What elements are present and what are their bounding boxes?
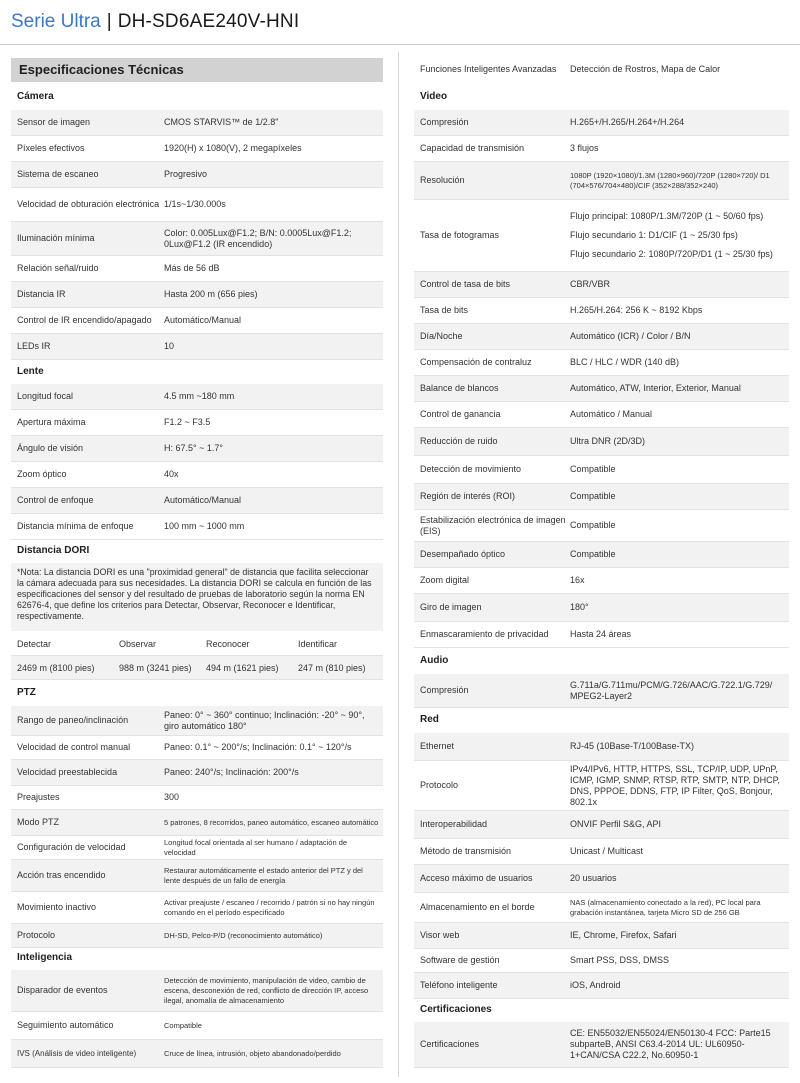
spec-label: Compresión xyxy=(420,117,469,127)
spec-value: H.265/H.264: 256 K ~ 8192 Kbps xyxy=(570,305,703,315)
spec-label: Giro de imagen xyxy=(420,602,482,612)
spec-label: Software de gestión xyxy=(420,955,500,965)
spec-label: Relación señal/ruido xyxy=(17,263,99,273)
spec-label: Certificaciones xyxy=(420,1039,480,1049)
spec-label: Control de IR encendido/apagado xyxy=(17,315,152,325)
spec-value: 40x xyxy=(164,469,179,479)
spec-value: F1.2 ~ F3.5 xyxy=(164,417,211,427)
spec-row xyxy=(414,484,789,510)
dori-header-identify: Identificar xyxy=(298,638,338,649)
spec-row xyxy=(11,760,383,786)
spec-value: 10 xyxy=(164,341,175,351)
column-divider xyxy=(398,52,399,1077)
spec-value: 1080P (1920×1080)/1.3M (1280×960)/720P (1280×720)/ D1 (704×576/704×480)/CIF (352×288/352×240) xyxy=(570,170,770,190)
spec-label: Ángulo de visión xyxy=(17,443,84,453)
spec-row xyxy=(11,110,383,136)
spec-label: Día/Noche xyxy=(420,331,463,341)
dori-header-detect: Detectar xyxy=(17,638,52,649)
fps-sub-stream-2: Flujo secundario 2: 1080P/720P/D1 (1 ~ 25/30 fps) xyxy=(570,249,773,259)
spec-row xyxy=(11,282,383,308)
spec-value: Restaurar automáticamente el estado anterior del PTZ y del lente después de un fallo de energía xyxy=(164,865,363,885)
spec-value: Longitud focal orientada al ser humano / adaptación de velocidad xyxy=(164,837,348,857)
section-camera: Cámera xyxy=(17,91,54,102)
spec-value: 180° xyxy=(570,602,589,612)
spec-label: Iluminación mínima xyxy=(17,233,95,243)
spec-row xyxy=(11,384,383,410)
spec-label: Compresión xyxy=(420,685,469,695)
spec-row xyxy=(11,188,383,222)
spec-label: Sensor de imagen xyxy=(17,117,91,127)
spec-label: Modo PTZ xyxy=(17,817,60,827)
section-audio: Audio xyxy=(420,655,449,666)
spec-value: IE, Chrome, Firefox, Safari xyxy=(570,930,677,940)
spec-value: CBR/VBR xyxy=(570,279,611,289)
spec-row xyxy=(414,542,789,568)
spec-value: 16x xyxy=(570,575,585,585)
spec-label: LEDs IR xyxy=(17,341,51,351)
section-intelligence: Inteligencia xyxy=(17,952,73,963)
spec-row xyxy=(414,324,789,350)
spec-label: Protocolo xyxy=(420,780,459,790)
spec-row xyxy=(11,892,383,924)
spec-value: iOS, Android xyxy=(570,980,621,990)
spec-row xyxy=(11,706,383,736)
spec-row xyxy=(11,436,383,462)
spec-label: Almacenamiento en el borde xyxy=(420,902,535,912)
spec-row xyxy=(414,272,789,298)
dori-note: *Nota: La distancia DORI es una "proximidad general" de distancia que facilita seleccionar la cámara adecuada para sus necesidades. La distancia DORI se calcula en función de las especificaciones del sensor y del resultado de pruebas de laboratorio según la norma EN 62676-4, que define los criterios para Detectar, Observar, Reconocer e Identificar, respectivamente. xyxy=(11,563,383,631)
dori-value-observe: 988 m (3241 pies) xyxy=(119,662,192,673)
spec-row xyxy=(414,893,789,923)
spec-row xyxy=(414,923,789,949)
spec-value: G.711a/G.711mu/PCM/G.726/AAC/G.722.1/G.729/ MPEG2-Layer2 xyxy=(570,679,773,701)
model-number: DH-SD6AE240V-HNI xyxy=(117,11,300,32)
spec-title: Especificaciones Técnicas xyxy=(11,58,383,82)
spec-value: Cruce de línea, intrusión, objeto abandonado/perdido xyxy=(164,1048,341,1058)
spec-label: Rango de paneo/inclinación xyxy=(17,715,129,725)
spec-value: Paneo: 0° ~ 360° continuo; Inclinación: -20° ~ 90°, giro automático 180° xyxy=(164,709,365,731)
spec-row xyxy=(11,1040,383,1068)
spec-value: H.265+/H.265/H.264+/H.264 xyxy=(570,117,685,127)
dori-header-recognize: Reconocer xyxy=(206,638,250,649)
spec-row xyxy=(414,622,789,648)
spec-value: Progresivo xyxy=(164,169,208,179)
spec-label: Método de transmisión xyxy=(420,846,512,856)
spec-value: H: 67.5° ~ 1.7° xyxy=(164,443,223,453)
spec-value: 3 flujos xyxy=(570,143,599,153)
spec-value: ONVIF Perfil S&G, API xyxy=(570,819,662,829)
spec-row xyxy=(414,136,789,162)
spec-value: 300 xyxy=(164,792,180,802)
spec-row xyxy=(414,865,789,893)
spec-row xyxy=(414,298,789,324)
spec-label: Seguimiento automático xyxy=(17,1020,114,1030)
spec-label: Zoom óptico xyxy=(17,469,67,479)
spec-value: CMOS STARVIS™ de 1/2.8" xyxy=(164,117,279,127)
spec-row xyxy=(414,510,789,542)
spec-label: Funciones Inteligentes Avanzadas xyxy=(420,63,557,74)
spec-value: CE: EN55032/EN55024/EN50130-4 FCC: Parte15 subparteB, ANSI C63.4-2014 UL: UL60950-1+CAN/CSA C22.2, No.60950-1 xyxy=(570,1028,771,1060)
dori-value-identify: 247 m (810 pies) xyxy=(298,662,366,673)
spec-row xyxy=(11,410,383,436)
spec-label: Velocidad de obturación electrónica xyxy=(17,199,160,209)
spec-label: Interoperabilidad xyxy=(420,819,488,829)
spec-value: DH-SD, Pelco-P/D (reconocimiento automático) xyxy=(164,930,323,940)
spec-label: Acción tras encendido xyxy=(17,870,106,880)
spec-row-fps xyxy=(414,200,789,272)
series-name: Serie Ultra xyxy=(11,11,101,32)
spec-label: Compensación de contraluz xyxy=(420,357,532,367)
dori-value-row xyxy=(11,656,383,680)
spec-row xyxy=(11,924,383,948)
spec-value: Compatible xyxy=(570,464,616,474)
spec-value: Activar preajuste / escaneo / recorrido / patrón si no hay ningún comando en el período especificado xyxy=(164,897,375,917)
spec-value-fps xyxy=(570,207,789,264)
spec-label: Detección de movimiento xyxy=(420,464,522,474)
dori-value-recognize: 494 m (1621 pies) xyxy=(206,662,279,673)
spec-value: Ultra DNR (2D/3D) xyxy=(570,436,646,446)
section-video: Video xyxy=(420,91,448,102)
spec-row xyxy=(11,836,383,860)
spec-label: Estabilización electrónica de imagen (EIS) xyxy=(420,514,566,536)
spec-value: Smart PSS, DSS, DMSS xyxy=(570,955,670,965)
spec-value: Detección de Rostros, Mapa de Calor xyxy=(570,63,721,74)
spec-label: Sistema de escaneo xyxy=(17,169,99,179)
spec-row xyxy=(414,949,789,973)
spec-value: Automático/Manual xyxy=(164,315,242,325)
spec-label: Resolución xyxy=(420,175,465,185)
spec-row xyxy=(414,428,789,456)
spec-label: Configuración de velocidad xyxy=(17,842,126,852)
spec-row xyxy=(414,376,789,402)
spec-value: 1/1s~1/30.000s xyxy=(164,199,226,209)
section-ptz: PTZ xyxy=(17,687,36,698)
spec-label: Control de ganancia xyxy=(420,409,501,419)
spec-label: Tasa de bits xyxy=(420,305,469,315)
spec-value: RJ-45 (10Base-T/100Base-TX) xyxy=(570,741,695,751)
spec-value: Unicast / Multicast xyxy=(570,846,644,856)
spec-row xyxy=(414,402,789,428)
spec-label: Visor web xyxy=(420,930,460,940)
spec-row xyxy=(414,594,789,622)
spec-value: Compatible xyxy=(164,1020,202,1030)
spec-label: Preajustes xyxy=(17,792,60,802)
spec-label: Velocidad de control manual xyxy=(17,742,131,752)
spec-label: Zoom digital xyxy=(420,575,470,585)
spec-value: Detección de movimiento, manipulación de video, cambio de escena, desconexión de red, conflicto de dirección IP, acceso ilegal, anomalía de almacenamiento xyxy=(164,975,369,1005)
spec-value: Compatible xyxy=(570,491,616,501)
spec-row xyxy=(11,308,383,334)
spec-label: Desempañado óptico xyxy=(420,549,506,559)
spec-value: 20 usuarios xyxy=(570,873,617,883)
spec-row xyxy=(11,256,383,282)
spec-label: Velocidad preestablecida xyxy=(17,767,118,777)
dori-header-row xyxy=(11,632,383,656)
spec-value: 5 patrones, 8 recorridos, paneo automático, escaneo automático xyxy=(164,817,379,827)
spec-row xyxy=(414,811,789,839)
spec-label: Distancia IR xyxy=(17,289,66,299)
section-lens: Lente xyxy=(17,366,44,377)
spec-row xyxy=(11,514,383,540)
spec-row xyxy=(11,334,383,360)
spec-row xyxy=(414,1022,789,1068)
spec-value: 100 mm ~ 1000 mm xyxy=(164,521,245,531)
spec-row xyxy=(414,674,789,708)
spec-label: Control de enfoque xyxy=(17,495,94,505)
spec-row xyxy=(11,162,383,188)
spec-row xyxy=(414,733,789,761)
dori-header-observe: Observar xyxy=(119,638,157,649)
spec-label: Región de interés (ROI) xyxy=(420,491,516,501)
spec-label: Disparador de eventos xyxy=(17,985,108,995)
spec-label: Control de tasa de bits xyxy=(420,279,511,289)
spec-label: Teléfono inteligente xyxy=(420,980,498,990)
header-rule xyxy=(0,44,800,45)
fps-main-stream: Flujo principal: 1080P/1.3M/720P (1 ~ 50/60 fps) xyxy=(570,211,764,221)
spec-value: Color: 0.005Lux@F1.2; B/N: 0.0005Lux@F1.2; 0Lux@F1.2 (IR encendido) xyxy=(164,227,352,249)
spec-value: BLC / HLC / WDR (140 dB) xyxy=(570,357,680,367)
spec-value: NAS (almacenamiento conectado a la red), PC local para grabación instantánea, tarjeta Micro SD de 256 GB xyxy=(570,897,761,917)
spec-label: Píxeles efectivos xyxy=(17,143,85,153)
spec-row xyxy=(11,136,383,162)
spec-row xyxy=(11,222,383,256)
spec-value: Hasta 200 m (656 pies) xyxy=(164,289,258,299)
document-header xyxy=(0,0,800,44)
spec-value: Compatible xyxy=(570,549,616,559)
spec-row xyxy=(11,970,383,1012)
spec-value: 1920(H) x 1080(V), 2 megapíxeles xyxy=(164,143,302,153)
spec-value: Automático, ATW, Interior, Exterior, Manual xyxy=(570,383,741,393)
spec-row xyxy=(414,456,789,484)
section-dori: Distancia DORI xyxy=(17,545,90,556)
spec-row xyxy=(414,56,789,82)
spec-row xyxy=(11,810,383,836)
spec-label: Apertura máxima xyxy=(17,417,86,427)
spec-label: Protocolo xyxy=(17,930,56,940)
spec-label: Balance de blancos xyxy=(420,383,499,393)
spec-row xyxy=(11,462,383,488)
spec-value: Automático (ICR) / Color / B/N xyxy=(570,331,691,341)
header-separator: | xyxy=(106,11,112,32)
spec-label: Capacidad de transmisión xyxy=(420,143,525,153)
spec-value: Automático / Manual xyxy=(570,409,653,419)
spec-label: Reducción de ruido xyxy=(420,436,498,446)
spec-label: Longitud focal xyxy=(17,391,74,401)
spec-row xyxy=(414,761,789,811)
spec-value: Más de 56 dB xyxy=(164,263,220,273)
fps-sub-stream-1: Flujo secundario 1: D1/CIF (1 ~ 25/30 fps) xyxy=(570,230,738,240)
spec-value: Hasta 24 áreas xyxy=(570,629,632,639)
spec-value: Paneo: 0.1° ~ 200°/s; Inclinación: 0.1° ~ 120°/s xyxy=(164,742,352,752)
spec-label: Acceso máximo de usuarios xyxy=(420,873,533,883)
spec-label: Distancia mínima de enfoque xyxy=(17,521,134,531)
spec-label: Ethernet xyxy=(420,741,455,751)
spec-label: IVS (Análisis de video inteligente) xyxy=(17,1049,137,1058)
spec-row xyxy=(414,568,789,594)
spec-row xyxy=(414,839,789,865)
spec-row xyxy=(414,162,789,200)
spec-row xyxy=(414,110,789,136)
spec-row xyxy=(414,973,789,999)
spec-value: IPv4/IPv6, HTTP, HTTPS, SSL, TCP/IP, UDP, UPnP, ICMP, IGMP, SNMP, RTSP, RTP, SMTP, NTP, DHCP, DNS, PPPOE, DDNS, FTP, IP Filter, QoS, Bonjour, 802.1x xyxy=(570,763,780,807)
spec-row xyxy=(11,488,383,514)
spec-label: Enmascaramiento de privacidad xyxy=(420,629,549,639)
spec-row xyxy=(11,786,383,810)
spec-row xyxy=(11,860,383,892)
spec-value: Paneo: 240°/s; Inclinación: 200°/s xyxy=(164,767,299,777)
spec-row xyxy=(414,350,789,376)
spec-row xyxy=(11,1012,383,1040)
spec-value: 4.5 mm ~180 mm xyxy=(164,391,235,401)
spec-value: Compatible xyxy=(570,520,616,530)
spec-label: Movimiento inactivo xyxy=(17,902,97,912)
spec-value: Automático/Manual xyxy=(164,495,242,505)
spec-label: Tasa de fotogramas xyxy=(420,230,500,240)
section-certifications: Certificaciones xyxy=(420,1004,492,1015)
section-network: Red xyxy=(420,714,439,725)
spec-row xyxy=(11,736,383,760)
dori-value-detect: 2469 m (8100 pies) xyxy=(17,662,95,673)
